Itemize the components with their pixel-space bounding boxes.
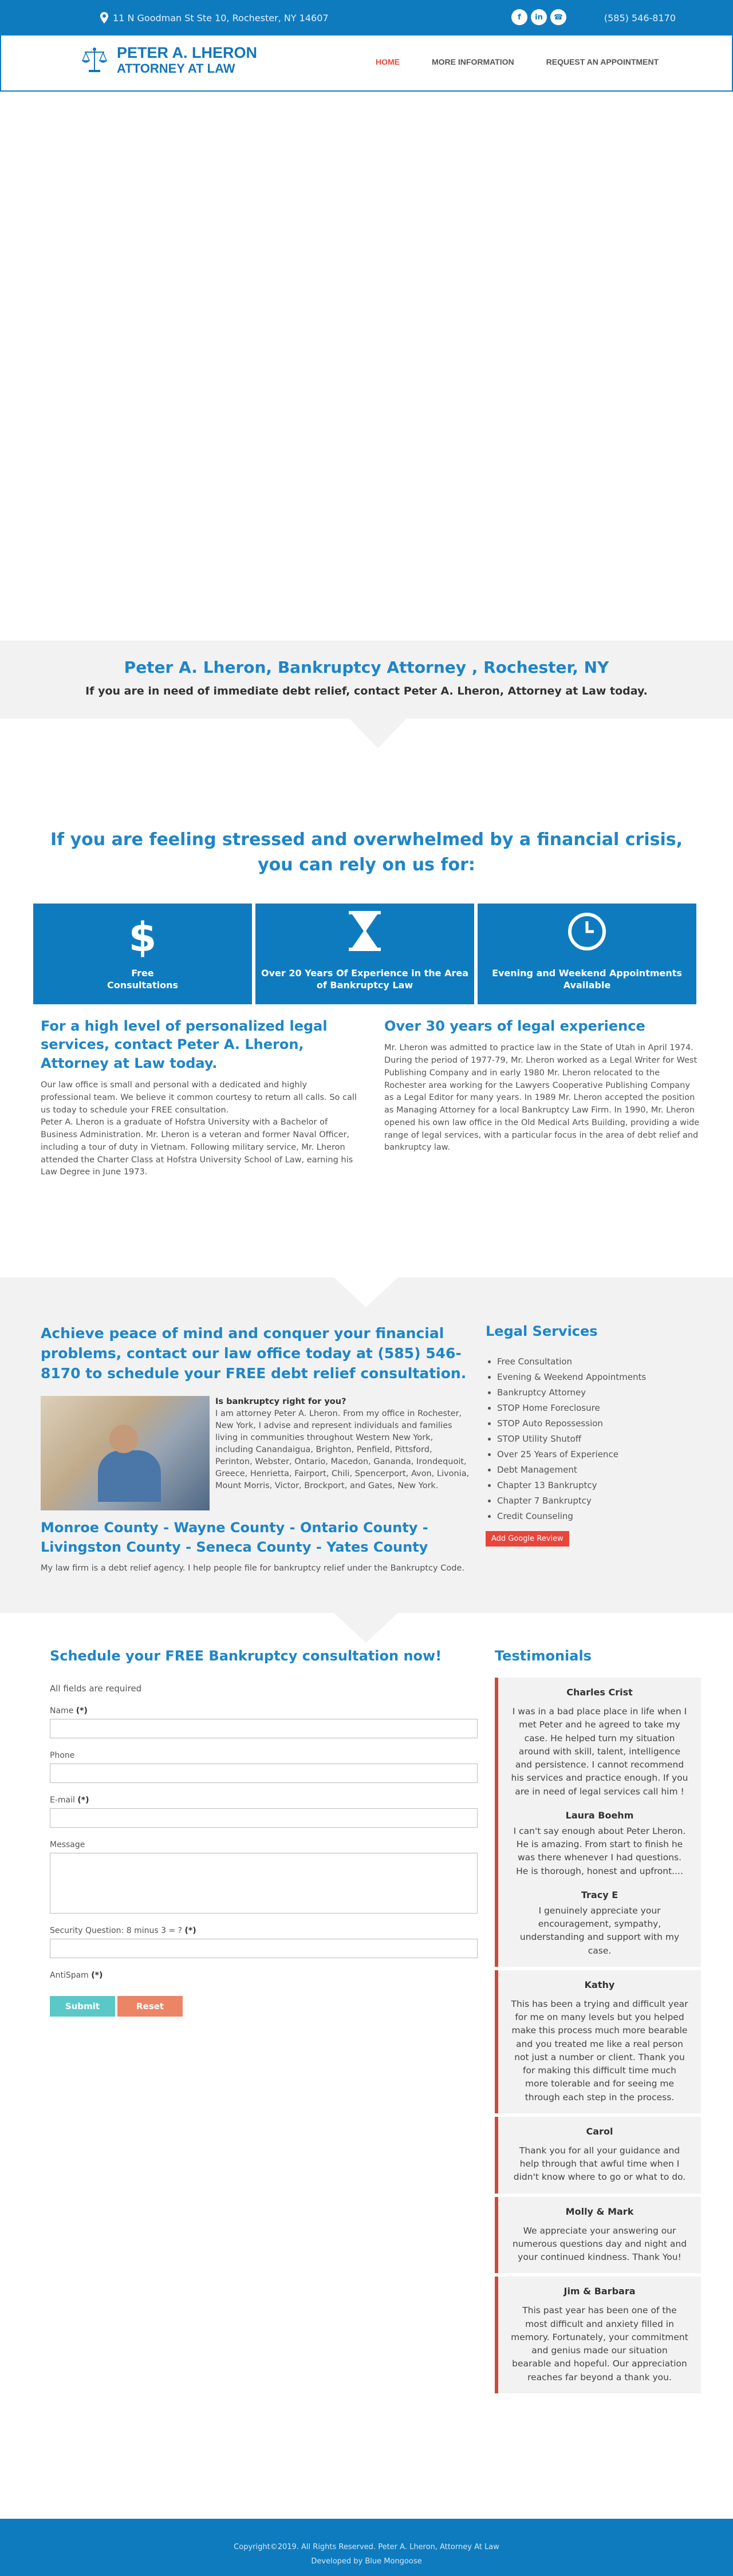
copyright: Copyright©2019. All Rights Reserved. Peter A. Lheron, Attorney At Law (234, 2543, 499, 2551)
message-label: Message (50, 1840, 85, 1849)
testimonial-text: I genuinely appreciate your encouragement, sympathy, understanding and support with my case. (519, 1905, 680, 1956)
list-item: • Credit Counseling (497, 1509, 692, 1524)
logo[interactable] (80, 45, 257, 76)
testimonial-text: We appreciate your answering our numerous questions day and night and your continued kindness. Thank You! (512, 2225, 687, 2262)
legal-services-list (486, 1354, 692, 1524)
testimonial-text: Thank you for all your guidance and help through that awful time when I didn't know where to go or what to do. (513, 2145, 686, 2183)
stress-line-1: If you are feeling stressed and overwhelmed by a financial crisis, (50, 830, 683, 850)
name-label: Name (50, 1706, 74, 1715)
social-links (511, 9, 566, 25)
feature-experience (255, 904, 474, 1004)
top-bar (0, 0, 733, 35)
testimonial-author: Carol (586, 2125, 613, 2137)
testimonial-author: Charles Crist (566, 1687, 633, 1698)
logo-tagline: ATTORNEY AT LAW (117, 61, 235, 76)
list-item: • STOP Auto Repossession (497, 1416, 692, 1431)
name-field[interactable] (50, 1719, 478, 1738)
hourglass-icon (349, 911, 381, 957)
intro-subtitle: If you are in need of immediate debt relief, contact Peter A. Lheron, Attorney at Law today. (85, 685, 648, 697)
section-notch (334, 1277, 398, 1307)
testimonial-author: Jim & Barbara (563, 2286, 636, 2297)
testimonial-card (495, 2117, 701, 2194)
consultation-form: Schedule your FREE Bankruptcy consultation now! All fields are required Name (*) Phone E-mail (*) Message Security Question: 8 minus 3 = ? (*) AntiSpam (*) Submit Reset (50, 1648, 478, 2017)
logo-name: PETER A. LHERON (117, 44, 258, 61)
form-title: Schedule your FREE Bankruptcy consultation now! (50, 1648, 442, 1664)
testimonial-text: This past year has been one of the most difficult and anxiety filled in memory. Fortunately, your commitment and genius made our situation bearable and hopeful. Our appreciation reaches far beyond a thank you. (511, 2305, 688, 2382)
required-note: All fields are required (50, 1683, 142, 1694)
linkedin-icon[interactable]: in (531, 9, 547, 25)
list-item: • Chapter 13 Bankruptcy (497, 1478, 692, 1493)
nav-request-appointment[interactable]: REQUEST AN APPOINTMENT (546, 57, 659, 66)
testimonial-card (495, 2197, 701, 2274)
phone-icon[interactable]: ☎ (550, 9, 566, 25)
submit-button[interactable]: Submit (50, 1996, 115, 2017)
feature-free-consultations (33, 904, 252, 1004)
peace-heading: Achieve peace of mind and conquer your financial problems, contact our law office today at (585) 546-8170 to schedule your FREE debt relief consultation. (41, 1325, 467, 1382)
about-right-heading: Over 30 years of legal experience (384, 1018, 645, 1034)
reset-button[interactable]: Reset (117, 1996, 183, 2017)
security-answer-field[interactable] (50, 1939, 478, 1958)
developer-credit[interactable]: Developed by Blue Mongoose (311, 2557, 422, 2566)
list-item: • Bankruptcy Attorney (497, 1385, 692, 1401)
list-item: • STOP Home Foreclosure (497, 1401, 692, 1416)
peace-left (41, 1323, 470, 1575)
testimonial-author: Tracy E (581, 1889, 618, 1900)
testimonials-title: Testimonials (495, 1648, 592, 1664)
clock-icon (568, 912, 606, 957)
counties: Monroe County - Wayne County - Ontario County - Livingston County - Seneca County - Yates County (41, 1520, 428, 1555)
intro-section (0, 641, 733, 719)
legal-services (486, 1323, 692, 1547)
dollar-icon: $ (128, 914, 157, 961)
list-item: • STOP Utility Shutoff (497, 1431, 692, 1447)
about-left-p1: Our law office is small and personal with a dedicated and highly professional team. We believe it common courtesy to return all calls. So call us today to schedule your FREE consultation. (41, 1080, 357, 1115)
feature-label: Over 20 Years Of Experience in the Area of Bankruptcy Law (261, 968, 468, 991)
message-field[interactable] (50, 1853, 478, 1914)
about-right-p1: Mr. Lheron was admitted to practice law in the State of Utah in April 1974. During the period of 1977-79, Mr. Lheron worked as a Legal Writer for West Publishing Company and in early 1980 Mr. Lheron relocated to the Rochester area working for the Lawyers Cooperative Publishing Company as a Legal Editor for many years. In 1989 Mr. Lheron accepted the position as Managing Attorney for a local Bankruptcy Law Firm. In 1990, Mr. Lheron opened his own law office in the Old Medical Arts Building, providing a wide range of legal services, with a particular focus in the area of debt relief and bankruptcy law. (384, 1043, 700, 1153)
phone-link[interactable]: (585) 546-8170 (604, 12, 676, 23)
site-footer (0, 2519, 733, 2576)
security-question-label: Security Question: 8 minus 3 = ? (50, 1926, 183, 1935)
woman-reading-photo (41, 1396, 210, 1510)
scales-of-justice-icon (80, 46, 109, 74)
legal-services-title: Legal Services (486, 1323, 598, 1339)
phone-field[interactable] (50, 1764, 478, 1783)
testimonials (495, 1648, 701, 2397)
facebook-icon[interactable]: f (511, 9, 527, 25)
address (100, 12, 329, 23)
feature-boxes (33, 904, 696, 1004)
about-left-p2: Peter A. Lheron is a graduate of Hofstra University with a Bachelor of Business Administration. Mr. Lheron is a veteran and former Naval Officer, including a tour of duty in Vietnam. Following military service, Mr. Lheron attended the Charter Class at Hofstra University School of Law, earning his Law Degree in June 1973. (41, 1118, 353, 1177)
section-arrow (349, 719, 407, 748)
testimonial-card (495, 1678, 701, 1967)
nav-more-information[interactable]: MORE INFORMATION (432, 57, 514, 66)
intro-title: Peter A. Lheron, Bankruptcy Attorney , Rochester, NY (124, 658, 609, 677)
nav-home[interactable]: HOME (376, 57, 400, 66)
list-item: • Evening & Weekend Appointments (497, 1370, 692, 1385)
bk-text: I am attorney Peter A. Lheron. From my office in Rochester, New York, I advise and represent individuals and families living in communities throughout Western New York, including Canandaigua, Brighton, Penfield, Pittsford, Perinton, Webster, Ontario, Macedon, Gananda, Irondequoit, Greece, Henrietta, Fairport, Chili, Spencerport, Avon, Livonia, Mount Morris, Victor, Brockport, and Gates, New York. (215, 1409, 470, 1491)
list-item: • Debt Management (497, 1462, 692, 1478)
testimonial-text: I was in a bad place place in life when I met Peter and he agreed to take my case. He helped turn my situation around with skill, talent, intelligence and persistence. I cannot recommend his services and practice enough. If you are in need of legal services call him ! (511, 1706, 688, 1797)
list-item: • Over 25 Years of Experience (497, 1447, 692, 1462)
main-nav (376, 57, 659, 66)
testimonial-card (495, 1970, 701, 2113)
testimonial-author: Kathy (584, 1979, 615, 1990)
stress-line-2: you can rely on us for: (258, 854, 475, 875)
testimonial-text: This has been a trying and difficult year for me on many levels but you helped make this process much more bearable and you treated me like a real person not just a number or client. Thank you for making this difficult time much more tolerable and for seeing me through each step in the process. (511, 1998, 688, 2102)
testimonial-author: Laura Boehm (565, 1809, 634, 1821)
feature-label: Free Consultations (107, 968, 178, 991)
list-item: • Free Consultation (497, 1354, 692, 1370)
email-label: E-mail (50, 1796, 75, 1805)
email-field[interactable] (50, 1808, 478, 1828)
site-header (0, 35, 733, 92)
list-item: • Chapter 7 Bankruptcy (497, 1493, 692, 1509)
add-google-review-button[interactable]: Add Google Review (486, 1531, 569, 1547)
hero-banner (0, 92, 733, 641)
feature-appointments (478, 904, 696, 1004)
firm-notice: My law firm is a debt relief agency. I help people file for bankruptcy relief under the Bankruptcy Code. (41, 1564, 464, 1573)
section-arrow (334, 1613, 398, 1643)
services-section (0, 1277, 733, 1613)
about-left-heading: For a high level of personalized legal services, contact Peter A. Lheron, Attorney at Law today. (41, 1018, 328, 1071)
testimonial-author: Molly & Mark (565, 2206, 634, 2217)
about-columns (41, 1017, 702, 1179)
antispam-label: AntiSpam (50, 1971, 89, 1980)
address-text: 11 N Goodman St Ste 10, Rochester, NY 14607 (113, 12, 329, 23)
feature-label: Evening and Weekend Appointments Available (492, 968, 682, 991)
bk-question: Is bankruptcy right for you? (215, 1397, 346, 1406)
phone-label: Phone (50, 1751, 75, 1760)
testimonial-card (495, 2277, 701, 2393)
about-right (384, 1017, 702, 1179)
about-left (41, 1017, 358, 1179)
map-pin-icon (100, 12, 108, 23)
testimonial-text: I can't say enough about Peter Lheron. He is amazing. From start to finish he was there whenever I had questions. He is thorough, honest and upfront.... (513, 1825, 686, 1876)
